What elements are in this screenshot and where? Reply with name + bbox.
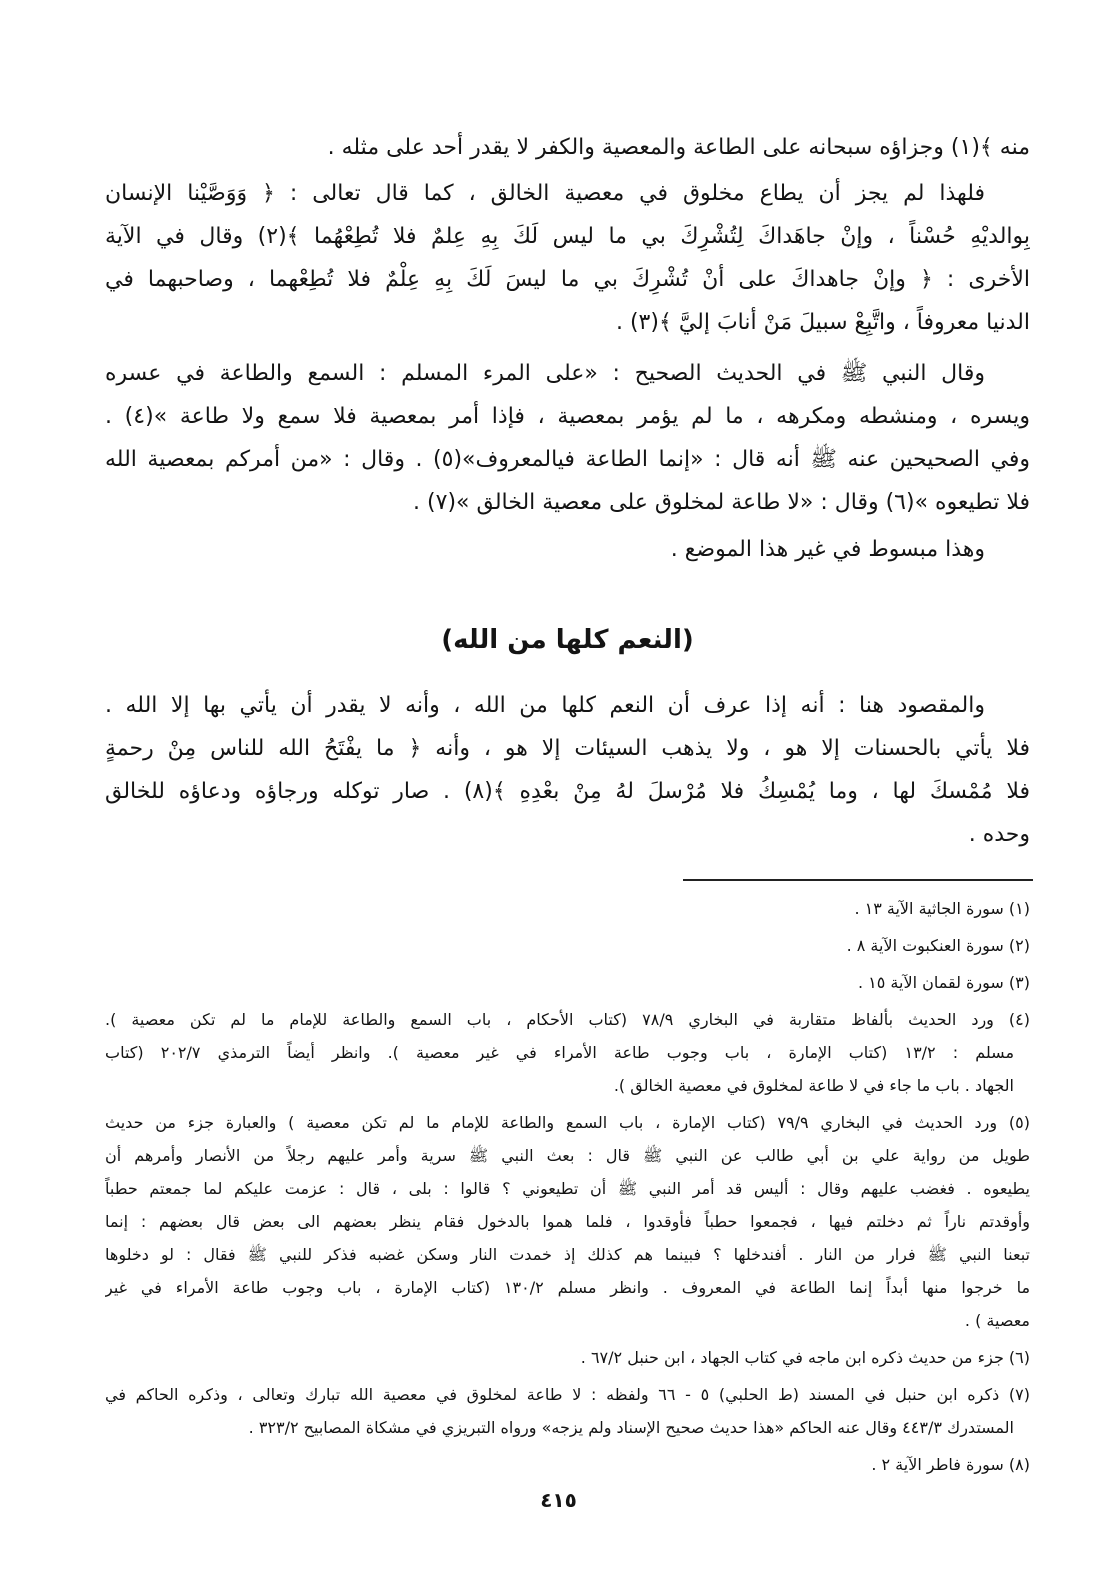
footnote-line: يطيعوه . فغضب عليهم وقال : أليس قد أمر النبي ﷺ أن تطيعوني ؟ قالوا : بلى ، قال : عزمت عليكم لما جمعتم حطباً [105,1179,1030,1198]
body-line: وفي الصحيحين عنه ﷺ أنه قال : «إنما الطاعة فيالمعروف»(٥) . وقال : «من أمركم بمعصية الله [105,447,1030,472]
body-line: وحده . [968,822,1030,847]
footnote-line: (١) سورة الجاثية الآية ١٣ . [854,899,1030,918]
page-number: ٤١٥ [540,1488,577,1512]
body-line: منه ﴾(١) وجزاؤه سبحانه على الطاعة والمعصية والكفر لا يقدر أحد على مثله . [327,135,1030,160]
body-line: فلا يأتي بالحسنات إلا هو ، ولا يذهب السيئات إلا هو ، وأنه ﴿ ما يفْتَحُ الله للناس مِنْ رحمةٍ [105,736,1030,761]
footnote-line: (٦) جزء من حديث ذكره ابن ماجه في كتاب الجهاد ، ابن حنبل ٦٧/٢ . [580,1348,1030,1367]
footnote-7 [105,1378,1030,1444]
footnote-8 [105,1448,1030,1481]
footnote-line: (٧) ذكره ابن حنبل في المسند (ط الحلبي) ٥ - ٦٦ ولفظه : لا طاعة لمخلوق في معصية الله تبارك وتعالى ، وذكره الحاكم في [105,1385,1030,1404]
footnote-line: معصية ) . [964,1311,1030,1330]
footnote-2 [105,929,1030,962]
paragraph-obedience [105,172,1030,344]
footnote-line: (٤) ورد الحديث بألفاظ متقاربة في البخاري ٧٨/٩ (كتاب الأحكام ، باب السمع والطاعة للإمام ما لم تكن معصية ). [105,1010,1030,1029]
footnote-6 [105,1341,1030,1374]
footnote-1 [105,892,1030,925]
paragraph-hadith [105,352,1030,524]
footnote-5 [105,1106,1030,1337]
footnote-line: ما خرجوا منها أبداً إنما الطاعة في المعروف . وانظر مسلم ١٣٠/٢ (كتاب الإمارة ، باب وجوب طاعة الأمراء في غير [105,1278,1030,1297]
body-line: فلهذا لم يجز أن يطاع مخلوق في معصية الخالق ، كما قال تعالى : ﴿ وَوَصَّيْنا الإنسان [105,181,985,206]
paragraph-blessings [105,684,1030,856]
footnote-line: (٥) ورد الحديث في البخاري ٧٩/٩ (كتاب الإمارة ، باب السمع والطاعة للإمام ما لم تكن معصية ) والعبارة جزء من حديث [105,1113,1030,1132]
footnote-line: (٨) سورة فاطر الآية ٢ . [871,1455,1030,1474]
footnote-line: مسلم : ١٣/٢ (كتاب الإمارة ، باب وجوب طاعة الأمراء في غير معصية ). وانظر أيضاً الترمذي ٢٠٢/٧ (كتاب [105,1043,1015,1062]
closing-remark [105,528,1030,571]
footnote-3 [105,966,1030,999]
footnotes [105,892,1030,1485]
body-line: الدنيا معروفاً ، واتَّبِعْ سبيلَ مَنْ أنابَ إليَّ ﴾(٣) . [615,310,1030,335]
footnote-divider [683,879,1033,881]
body-line: بِوالديْهِ حُسْناً ، وإنْ جاهَداكَ لِتُشْرِكَ بي ما ليس لَكَ بِهِ عِلمٌ فلا تُطِعْهُما ﴾(٢) وقال في الآية [105,224,1030,249]
section-heading: (النعم كلها من الله) [441,625,694,655]
body-line: فلا تطيعوه »(٦) وقال : «لا طاعة لمخلوق على معصية الخالق »(٧) . [413,490,1030,515]
footnote-line: وأوقدتم ناراً ثم دخلتم فيها ، فجمعوا حطباً فأوقدوا ، فلما هموا بالدخول فقام ينظر بعضهم الى بعض قال بعضهم : إنما [105,1212,1030,1231]
body-line: فلا مُمْسكَ لها ، وما يُمْسِكُ فلا مُرْسلَ لهُ مِنْ بعْدِهِ ﴾(٨) . صار توكله ورجاؤه ودعاؤه للخالق [105,779,1030,804]
body-line: والمقصود هنا : أنه إذا عرف أن النعم كلها من الله ، وأنه لا يقدر أن يأتي بها إلا الله . [105,693,985,718]
footnote-line: تبعنا النبي ﷺ فرار من النار . أفندخلها ؟ فبينما هم كذلك إذ خمدت النار وسكن غضبه فذكر للنبي ﷺ فقال : لو دخلوها [105,1245,1030,1264]
footnote-line: المستدرك ٤٤٣/٣ وقال عنه الحاكم «هذا حديث صحيح الإسناد ولم يزجه» ورواه التبريزي في مشكاة المصابيح ٣٢٣/٢ . [248,1418,1014,1437]
footnote-4 [105,1003,1030,1102]
footnote-line: الجهاد . باب ما جاء في لا طاعة لمخلوق في معصية الخالق ). [613,1076,1014,1095]
body-line: وهذا مبسوط في غير هذا الموضع . [670,537,985,562]
footnote-line: (٣) سورة لقمان الآية ١٥ . [857,973,1030,992]
body-line: وقال النبي ﷺ في الحديث الصحيح : «على المرء المسلم : السمع والطاعة في عسره [105,361,985,386]
body-line: الأخرى : ﴿ وإنْ جاهداكَ على أنْ تُشْرِكَ بي ما ليسَ لَكَ بِهِ عِلْمٌ فلا تُطِعْهما ، وصاحبهما في [105,267,1030,292]
footnote-line: (٢) سورة العنكبوت الآية ٨ . [846,936,1030,955]
footnote-line: طويل من رواية علي بن أبي طالب عن النبي ﷺ قال : بعث النبي ﷺ سرية وأمر عليهم رجلاً من الأنصار وأمرهم أن [105,1146,1030,1165]
opening-line-block [105,126,1030,169]
body-line: ويسره ، ومنشطه ومكرهه ، ما لم يؤمر بمعصية ، فإذا أمر بمعصية فلا سمع ولا طاعة »(٤) . [105,404,1030,429]
